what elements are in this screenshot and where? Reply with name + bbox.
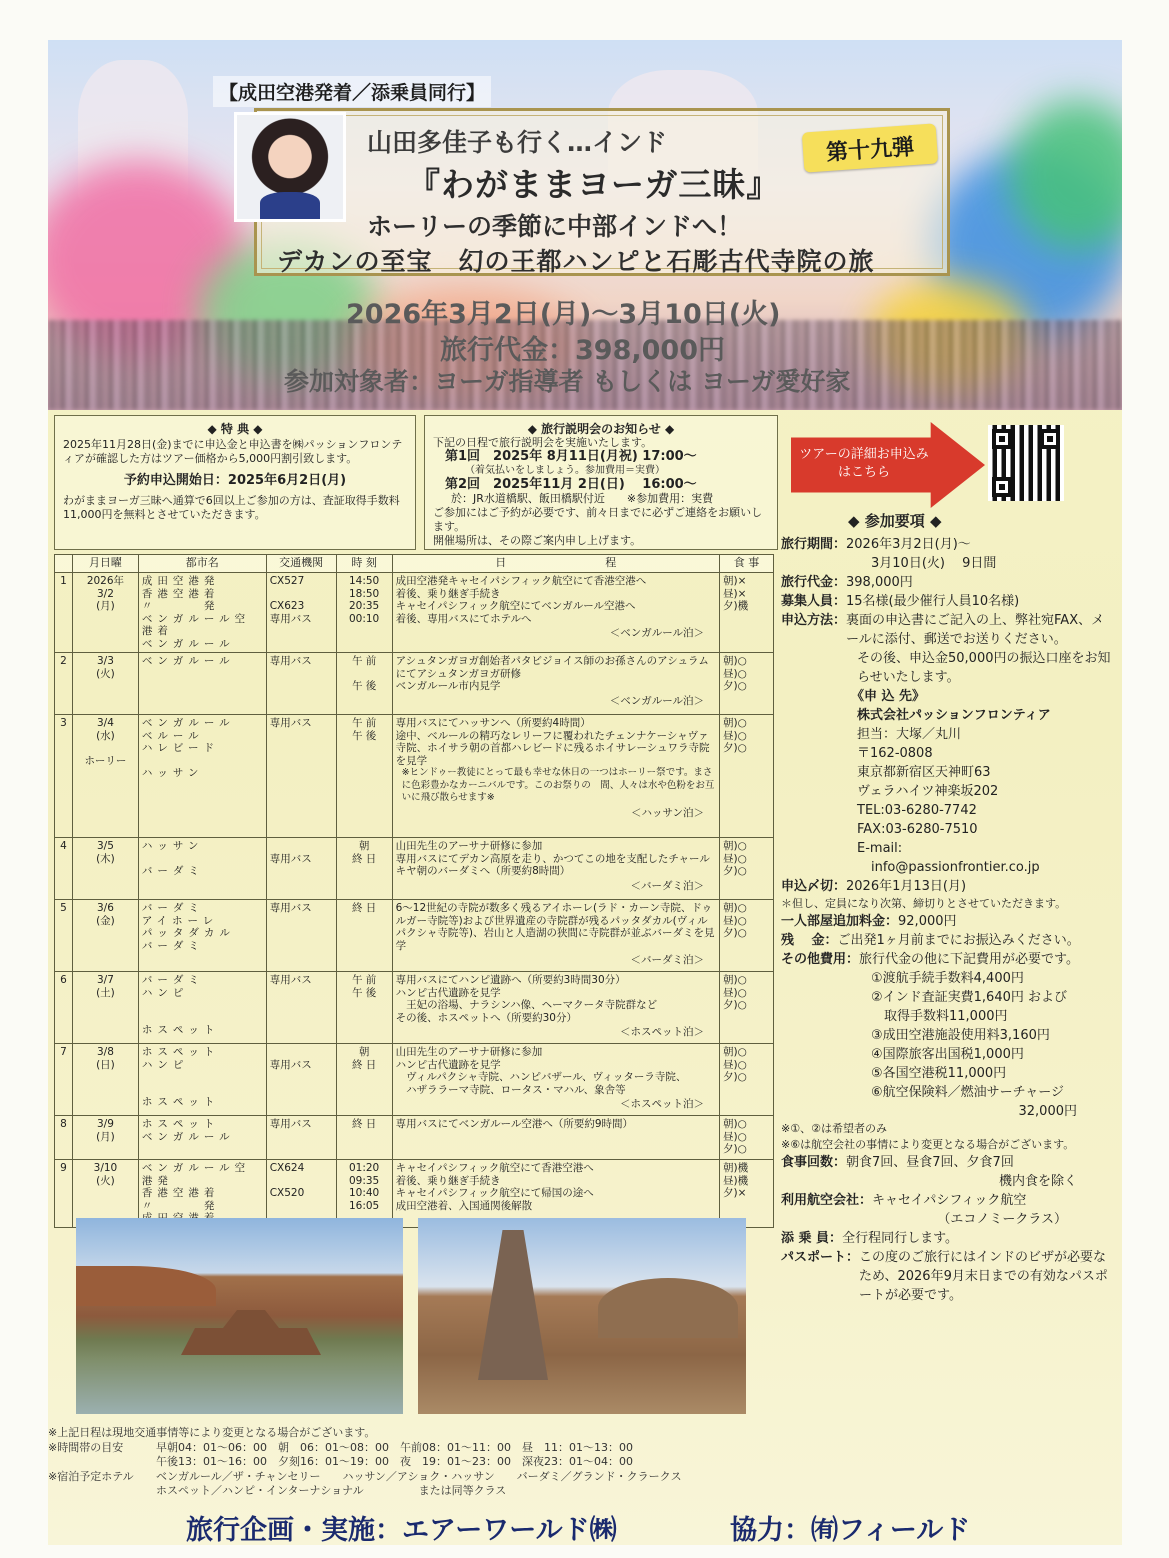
day-time: 朝 終 日 bbox=[336, 1044, 392, 1116]
day-date: 3/9 (月) bbox=[72, 1116, 138, 1160]
itinerary-desc: 専用バスにてハッサンへ（所要約4時間） 途中、ベルールの精巧なレリーフに覆われたチェンナケーシャヴァ寺院、ホイサラ朝の首都ハレビードに残るホイサレーシュワラ寺院を見学 bbox=[395, 717, 710, 767]
booking-start: 予約申込開始日：2025年6月2日(月) bbox=[123, 473, 347, 488]
day-time: 午 前 午 後 bbox=[336, 972, 392, 1044]
requirements-title: ◆ 参加要項 ◆ bbox=[848, 512, 942, 530]
briefing-place: 於：JR水道橋駅、飯田橋駅付近 ※参加費用：実費 bbox=[451, 492, 714, 505]
day-city: 成田空港発 香港空港着 〃 発 ベンガルール空港着 ベンガルール bbox=[138, 573, 266, 653]
day-schedule bbox=[392, 972, 719, 1044]
perks-box bbox=[54, 415, 416, 550]
itinerary-desc: 山田先生のアーサナ研修に参加 専用バスにてデカン高原を走り、かつてこの地を支配したチャールキヤ朝のバーダミへ（所要約8時間） bbox=[395, 840, 710, 877]
day-date: 3/3 (火) bbox=[72, 653, 138, 715]
day-number: 4 bbox=[55, 838, 73, 900]
day-number: 8 bbox=[55, 1116, 73, 1160]
title-line-1: 山田多佳子も行く…インド bbox=[367, 128, 668, 157]
itinerary-table bbox=[54, 554, 774, 1228]
briefing-session-1: 第1回 2025年 8月11日(月祝) 17:00～ bbox=[445, 449, 697, 464]
title-line-3: ホーリーの季節に中部インドへ！ bbox=[367, 212, 743, 241]
itinerary-row bbox=[55, 573, 774, 653]
day-number: 1 bbox=[55, 573, 73, 653]
overnight-stay: ＜バーダミ泊＞ bbox=[630, 879, 705, 892]
departure-tag: 【成田空港発着／添乗員同行】 bbox=[213, 76, 491, 107]
day-meals: 朝)○ 昼)○ 夕)○ bbox=[720, 900, 774, 972]
day-city: バーダミ ハンピ ホスペット bbox=[138, 972, 266, 1044]
day-schedule bbox=[392, 1116, 719, 1160]
day-transport: 専用バス bbox=[266, 715, 336, 838]
day-meals: 朝)○ 昼)○ 夕)○ bbox=[720, 838, 774, 900]
details-link-text: ツアーの詳細お申込みはこちら bbox=[799, 447, 929, 480]
day-schedule bbox=[392, 1160, 719, 1228]
day-transport: 専用バス bbox=[266, 653, 336, 715]
day-transport: 専用バス bbox=[266, 838, 336, 900]
fax-number: FAX:03-6280-7510 bbox=[857, 822, 978, 837]
day-date: 3/7 (土) bbox=[72, 972, 138, 1044]
day-number: 2 bbox=[55, 653, 73, 715]
itinerary-header: 月日曜 都市名 交通機関 時 刻 日 程 食 事 bbox=[55, 555, 774, 573]
itinerary-row bbox=[55, 653, 774, 715]
day-meals: 朝)× 昼)× 夕)機 bbox=[720, 573, 774, 653]
itinerary-desc: 成田空港発キャセイパシフィック航空にて香港空港へ 着後、乗り継ぎ手続き キャセイパシフィック航空にてベンガルール空港へ 着後、専用バスにてホテルへ bbox=[395, 575, 647, 625]
day-schedule bbox=[392, 653, 719, 715]
itinerary-row bbox=[55, 1116, 774, 1160]
day-time: 14:50 18:50 20:35 00:10 bbox=[336, 573, 392, 653]
briefing-note-1: ご参加にはご予約が必要です、前々日までに必ずご連絡をお願いします。 bbox=[433, 506, 763, 533]
day-city: ホスペット ベンガルール bbox=[138, 1116, 266, 1160]
day-time: 終 日 bbox=[336, 1116, 392, 1160]
day-city: ベンガルール bbox=[138, 653, 266, 715]
day-number: 9 bbox=[55, 1160, 73, 1228]
itinerary-row bbox=[55, 972, 774, 1044]
day-city: ハッサン バーダミ bbox=[138, 838, 266, 900]
day-number: 7 bbox=[55, 1044, 73, 1116]
day-meals: 朝)○ 昼)○ 夕)○ bbox=[720, 653, 774, 715]
itinerary-desc: 専用バスにてベンガルール空港へ（所要約9時間） bbox=[395, 1118, 634, 1130]
day-transport: CX624 CX520 bbox=[266, 1160, 336, 1228]
overnight-stay: ＜ベンガルール泊＞ bbox=[609, 627, 705, 639]
perks-repeat: わがままヨーガ三昧へ通算で6回以上ご参加の方は、査証取得手数料11,000円を無料とさせていただきます。 bbox=[63, 494, 400, 521]
day-time: 朝 終 日 bbox=[336, 838, 392, 900]
itinerary-row bbox=[55, 1044, 774, 1116]
itinerary-row bbox=[55, 715, 774, 838]
tour-title: 『わがままヨーガ三昧』 bbox=[407, 165, 781, 204]
day-number: 3 bbox=[55, 715, 73, 838]
day-city: ホスペット ハンピ ホスペット bbox=[138, 1044, 266, 1116]
overnight-stay: ＜ベンガルール泊＞ bbox=[609, 694, 705, 707]
email-address[interactable]: info@passionfrontier.co.jp bbox=[871, 860, 1040, 875]
day-transport: 専用バス bbox=[266, 1044, 336, 1116]
day-time: 午 前 午 後 bbox=[336, 653, 392, 715]
day-schedule bbox=[392, 715, 719, 838]
overnight-stay: ＜ホスペット泊＞ bbox=[620, 1026, 705, 1038]
briefing-box bbox=[424, 415, 778, 550]
series-badge: 第十九弾 bbox=[802, 123, 938, 172]
footer-notes: ※上記日程は現地交通事情等により変更となる場合がございます。 ※時間帯の目安 早朝04：01～06：00 朝 06：01～08：00 午前08：01～11：00 昼 11：01～13：00 午後13：01～16：00 夕刻16：01～19：00 夜 19：01～23：00 深夜23：01～04：00 ※宿泊予定ホテル ベンガルール／ザ・チャンセリー ハッサン／アショク・ハッサン バーダミ／グランド・クラークス ホスペット／ハンピ・インターナショナル または同等クラス bbox=[48, 1426, 682, 1497]
day-schedule bbox=[392, 838, 719, 900]
day-meals: 朝)○ 昼)○ 夕)○ bbox=[720, 1116, 774, 1160]
phone-number: TEL:03-6280-7742 bbox=[857, 803, 977, 818]
organizer: 旅行企画・実施：エアーワールド㈱ bbox=[186, 1515, 617, 1545]
day-transport: 専用バス bbox=[266, 900, 336, 972]
perks-discount: 2025年11月28日(金)までに申込金と申込書を㈱パッションフロンティアが確認した方はツアー価格から5,000円割引致します。 bbox=[63, 438, 403, 465]
details-link-arrow[interactable] bbox=[791, 422, 985, 508]
hero-banner bbox=[48, 40, 1122, 410]
qr-code[interactable] bbox=[988, 425, 1064, 501]
briefing-intro: 下記の日程で旅行説明会を実施いたします。 bbox=[433, 436, 653, 449]
perks-title: ◆ 特 典 ◆ bbox=[207, 422, 263, 436]
day-meals: 朝)○ 昼)○ 夕)○ bbox=[720, 715, 774, 838]
day-date: 3/10 (火) bbox=[72, 1160, 138, 1228]
day-date: 2026年 3/2 (月) bbox=[72, 573, 138, 653]
itinerary-row bbox=[55, 900, 774, 972]
day-time: 01:20 09:35 10:40 16:05 bbox=[336, 1160, 392, 1228]
day-city: ベンガルール空港発 香港空港着 〃 発 bbox=[138, 1160, 266, 1228]
day-transport: 専用バス bbox=[266, 1116, 336, 1160]
itinerary-desc: キャセイパシフィック航空にて香港空港へ 着後、乗り継ぎ手続き キャセイパシフィック航空にて帰国の途へ 成田空港着、入国通関後解散 bbox=[395, 1162, 594, 1212]
briefing-session-1-note: （着気払いをしましょう。参加費用＝実費） bbox=[465, 465, 665, 476]
itinerary-desc: 山田先生のアーサナ研修に参加 ハンピ古代遺跡を見学 ヴィルパクシャ寺院、ハンピバザール、ヴィッターラ寺院、 ハザララーマ寺院、ロータス・マハル、象舎等 bbox=[395, 1046, 687, 1096]
tour-dates: 2026年3月2日(月)～3月10日(火) bbox=[346, 299, 781, 330]
day-date: 3/6 (金) bbox=[72, 900, 138, 972]
overnight-stay: ＜バーダミ泊＞ bbox=[630, 954, 705, 966]
day-city: ベンガルール ベルール ハレビード ハッサン bbox=[138, 715, 266, 838]
day-transport: 専用バス bbox=[266, 972, 336, 1044]
overnight-stay: ＜ハッサン泊＞ bbox=[631, 806, 705, 819]
day-time: 午 前 午 後 bbox=[336, 715, 392, 838]
flyer-page bbox=[48, 40, 1122, 1545]
itinerary-row bbox=[55, 838, 774, 900]
company-name: 株式会社パッションフロンティア bbox=[857, 708, 1051, 723]
itinerary-desc: 6～12世紀の寺院が数多く残るアイホーレ(ラド・カーン寺院、ドゥルガー寺院等)および世界遺産の寺院群が残るパッタダカル(ヴィルパクシャ寺院等)、岩山と人造湖の狭間に寺院群が並ぶバーダミを見学 bbox=[395, 902, 715, 952]
day-number: 6 bbox=[55, 972, 73, 1044]
target-audience: 参加対象者：ヨーガ指導者 もしくは ヨーガ愛好家 bbox=[284, 367, 851, 396]
title-line-4: デカンの至宝 幻の王都ハンピと石彫古代寺院の旅 bbox=[277, 247, 875, 276]
itinerary-row bbox=[55, 1160, 774, 1228]
day-number: 5 bbox=[55, 900, 73, 972]
briefing-note-2: 開催場所は、その際ご案内申し上げます。 bbox=[433, 534, 642, 547]
instructor-portrait bbox=[234, 112, 346, 222]
day-meals: 朝)○ 昼)○ 夕)○ bbox=[720, 1044, 774, 1116]
itinerary-note: ※ヒンドゥー教徒にとって最も幸せな休日の一つはホーリー祭です。まさに色彩豊かなカーニバルです。このお祭りの 間、人々は水や色粉をお互いに飛び散らせます※ bbox=[401, 767, 715, 803]
day-schedule bbox=[392, 900, 719, 972]
itinerary-desc: アシュタンガヨガ創始者パタビジョイス師のお孫さんのアシュラムにてアシュタンガヨガ研修 ベンガルール市内見学 bbox=[395, 655, 709, 692]
day-meals: 朝)○ 昼)○ 夕)○ bbox=[720, 972, 774, 1044]
day-city: バーダミ アイホーレ パッタダカル バーダミ bbox=[138, 900, 266, 972]
requirements-panel: 旅行期間：2026年3月2日(月)～ 3月10日(火) 9日間 旅行代金：398,000円 募集人員：15名様(最少催行人員10名様) 申込方法： 裏面の申込書にご記入の上、弊社宛FAX、メールに添付、郵送でお送りください。 その後、申込金50,000円の振込口座をお知らせいたします。 《申 込 先》 株式会社パッションフロンティア 担当：大塚／丸川 〒162-0808 東京都新宿区天神町63 ヴェラハイツ神楽坂202 TEL:03-6280-7742 FAX:03-6280-7510 E-mail: info@passionfrontier.co.jp 申込〆切：2026年1月13日(月) ＊但し、定員になり次第、締切りとさせていただきます。 一人部屋追加料金：92,000円 残 金：ご出発1ヶ月前までにお振込みください。 その他費用：旅行代金の他に下記費用が必要です。 ①渡航手続手数料4,400円 ②インド査証実費1,640円 および 取得手数料11,000円 ③成田空港施設使用料3,160円 ④国際旅客出国税1,000円 ⑤各国空港税11,000円 ⑥航空保険料／燃油サーチャージ 32,000円 ※①、②は希望者のみ ※⑥は航空会社の事情により変更となる場合がございます。 食事回数：朝食7回、昼食7回、夕食7回 機内食を除く 利用航空会社：キャセイパシフィック航空 （エコノミークラス） 添 乗 員：全行程同行します。 パスポート： この度のご旅行にはインドのビザが必要なため、2026年9月末日までの有効なパスポートが必要です。 bbox=[781, 535, 1117, 1305]
briefing-title: ◆ 旅行説明会のお知らせ ◆ bbox=[527, 422, 675, 436]
badami-photo bbox=[76, 1218, 403, 1414]
day-time: 終 日 bbox=[336, 900, 392, 972]
day-schedule bbox=[392, 573, 719, 653]
day-date: 3/5 (木) bbox=[72, 838, 138, 900]
day-date: 3/4 (水) ホーリー bbox=[72, 715, 138, 838]
tour-price: 旅行代金：398,000円 bbox=[440, 335, 725, 366]
day-meals: 朝)機 昼)機 夕)× bbox=[720, 1160, 774, 1228]
itinerary-desc: 専用バスにてハンピ遺跡へ（所要約3時間30分） ハンピ古代遺跡を見学 王妃の浴場、ナラシンハ像、ヘーマクータ寺院群など その後、ホスペットへ（所要約30分） bbox=[395, 974, 658, 1024]
day-transport: CX527 CX623 専用バス bbox=[266, 573, 336, 653]
partner: 協力：㈲フィールド bbox=[730, 1515, 971, 1545]
overnight-stay: ＜ホスペット泊＞ bbox=[620, 1098, 705, 1110]
day-schedule bbox=[392, 1044, 719, 1116]
briefing-session-2: 第2回 2025年11月 2日(日) 16:00～ bbox=[445, 477, 697, 492]
hampi-temple-photo bbox=[418, 1218, 746, 1414]
day-date: 3/8 (日) bbox=[72, 1044, 138, 1116]
